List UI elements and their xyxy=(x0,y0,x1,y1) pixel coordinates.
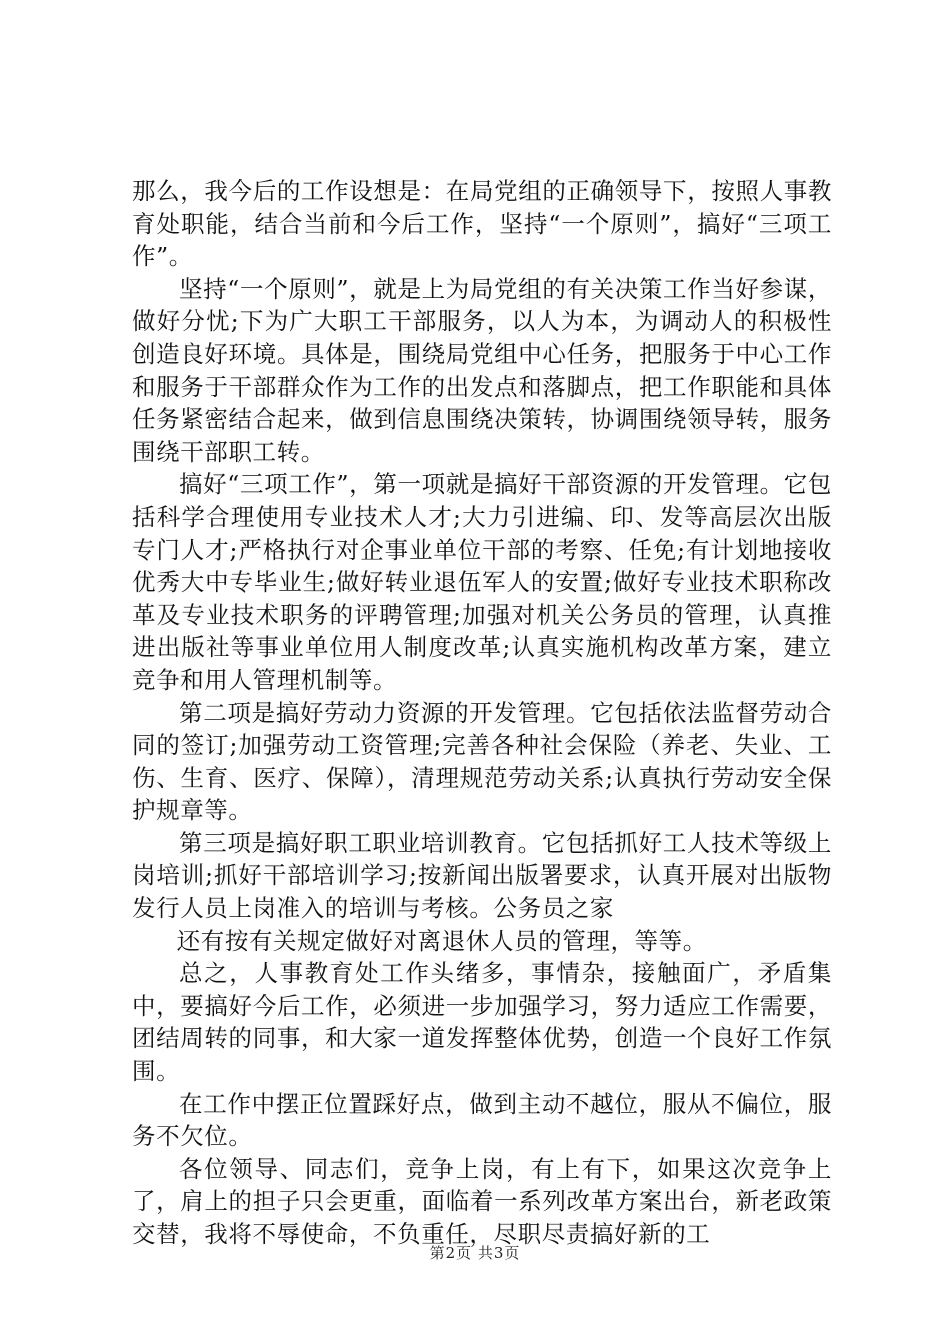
paragraph-8: 在工作中摆正位置踩好点，做到主动不越位，服从不偏位，服务不欠位。 xyxy=(132,1089,832,1151)
paragraph-2: 坚持“一个原则”，就是上为局党组的有关决策工作当好参谋，做好分忧;下为广大职工干部服务，以人为本，为调动人的积极性创造良好环境。具体是，围绕局党组中心任务，把服务于中心工作和服务于干部群众作为工作的出发点和落脚点，把工作职能和具体任务紧密结合起来，做到信息围绕决策转，协调围绕领导转，服务围绕干部职工转。 xyxy=(132,274,832,466)
paragraph-6: 还有按有关规定做好对离退休人员的管理，等等。 xyxy=(176,926,707,955)
paragraph-7: 总之，人事教育处工作头绪多，事情杂，接触面广，矛盾集中，要搞好今后工作，必须进一步加强学习，努力适应工作需要，团结周转的同事，和大家一道发挥整体优势，创造一个良好工作氛围。 xyxy=(132,959,832,1086)
document-body xyxy=(132,175,832,1251)
paragraph-3: 搞好“三项工作”，第一项就是搞好干部资源的开发管理。它包括科学合理使用专业技术人才;大力引进编、印、发等高层次出版专门人才;严格执行对企事业单位干部的考察、任免;有计划地接收优秀大中专毕业生;做好转业退伍军人的安置;做好专业技术职称改革及专业技术职务的评聘管理;加强对机关公务员的管理，认真推进出版社等事业单位用人制度改革;认真实施机构改革方案，建立竞争和用人管理机制等。 xyxy=(132,470,832,694)
paragraph-4: 第二项是搞好劳动力资源的开发管理。它包括依法监督劳动合同的签订;加强劳动工资管理;完善各种社会保险（养老、失业、工伤、生育、医疗、保障），清理规范劳动关系;认真执行劳动安全保护规章等。 xyxy=(132,698,832,825)
page-footer: 第2页 共3页 xyxy=(429,1244,521,1262)
paragraph-5: 第三项是搞好职工职业培训教育。它包括抓好工人技术等级上岗培训;抓好干部培训学习;按新闻出版署要求，认真开展对出版物发行人员上岗准入的培训与考核。公务员之家 xyxy=(132,828,832,923)
paragraph-1: 那么，我今后的工作设想是：在局党组的正确领导下，按照人事教育处职能，结合当前和今后工作，坚持“一个原则”，搞好“三项工作”。 xyxy=(132,177,832,271)
paragraph-9: 各位领导、同志们，竞争上岗，有上有下，如果这次竞争上了，肩上的担子只会更重，面临着一系列改革方案出台，新老政策交替，我将不辱使命，不负重任，尽职尽责搞好新的工 xyxy=(132,1154,832,1248)
